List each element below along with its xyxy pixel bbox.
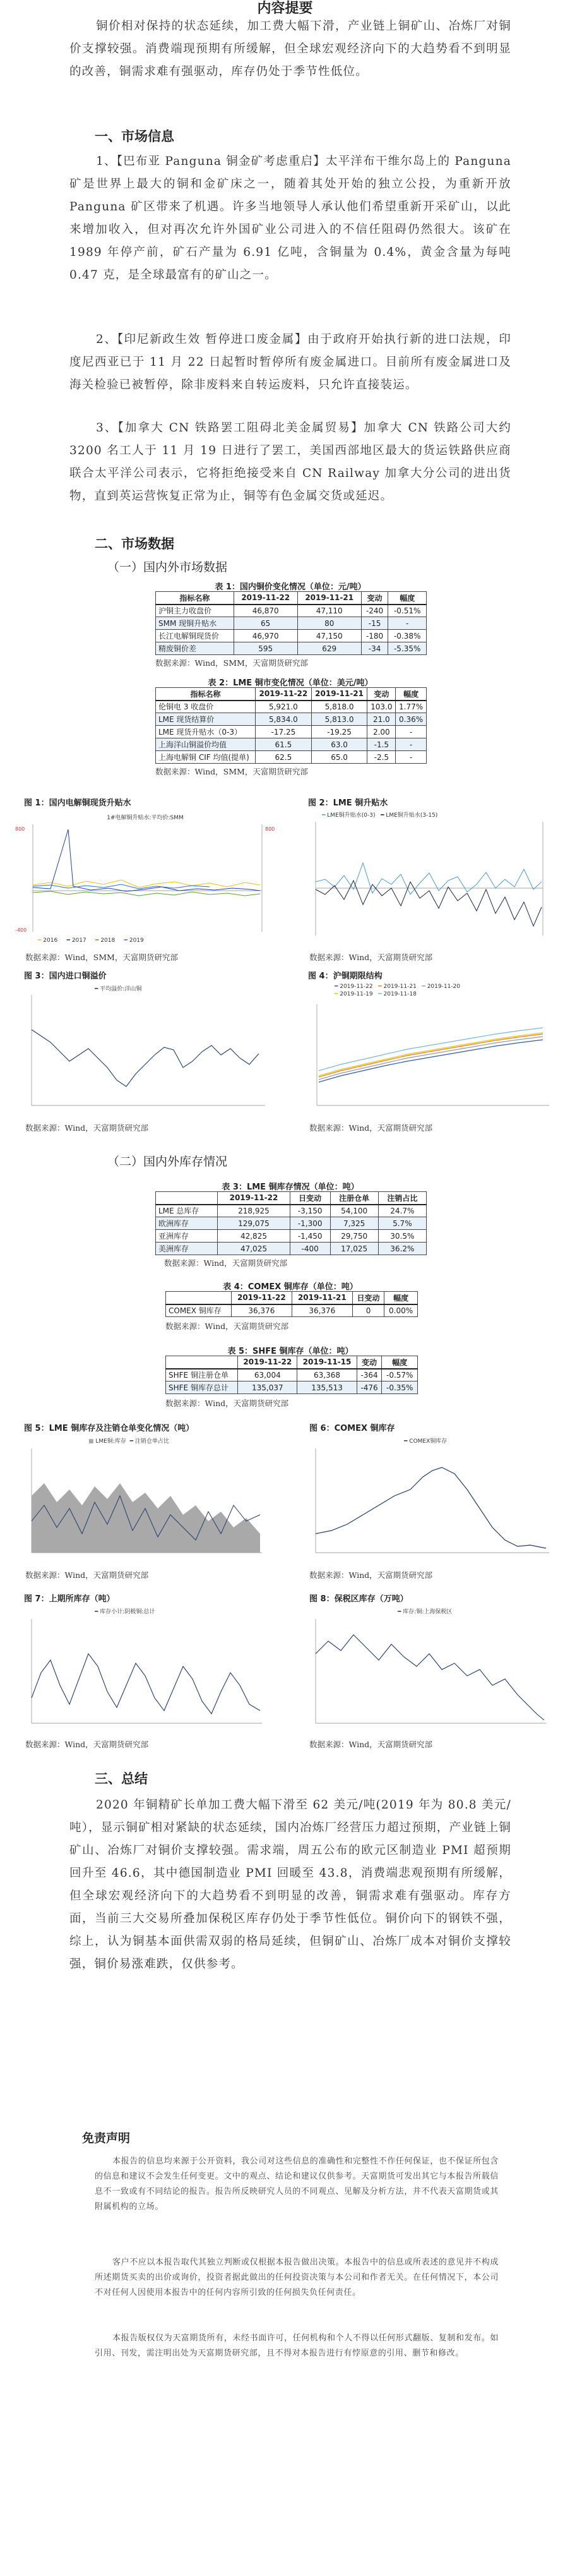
figure-5-legend: ■ LME铜:库存 ━ 注销仓单占比	[88, 1438, 169, 1445]
figure-7-chart	[13, 1616, 278, 1736]
table-cell: 精废铜价差	[156, 642, 234, 655]
table-cell: -364	[357, 1369, 382, 1381]
info-item-3-headline: 【加拿大 CN 铁路罢工阻碍北美金属贸易】	[117, 421, 364, 435]
table-row	[156, 726, 427, 738]
table-header-cell	[156, 1192, 218, 1205]
series-lme-3-15-line	[316, 881, 542, 926]
table-2-header-row	[156, 688, 427, 701]
table-row	[156, 630, 427, 642]
table-header-cell: 2019-11-21	[311, 688, 367, 701]
table-cell: 63.0	[311, 738, 367, 751]
svg-text:-400: -400	[15, 927, 27, 933]
table-row	[156, 1217, 427, 1230]
table-cell: SHFE 铜库存总计	[166, 1381, 238, 1394]
table-cell: 上海洋山铜溢价均值	[156, 738, 256, 751]
table-cell: 5,818.0	[311, 701, 367, 713]
table-cell: 29,750	[330, 1230, 378, 1243]
table-header-cell: 2019-11-22	[256, 688, 312, 701]
table-cell: -15	[361, 617, 388, 630]
table-cell: 1.77%	[396, 701, 427, 713]
table-cell: LME 总库存	[156, 1205, 218, 1217]
intro-paragraph: 铜价相对保持的状态延续，加工费大幅下滑，产业链上铜矿山、冶炼厂对铜价支撑较强。消费端现预期有所缓解，但全球宏观经济向下的大趋势看不到明显的改善，铜需求难有强驱动，库存仍处于季节性低位。	[69, 20, 511, 78]
table-cell: 5.7%	[378, 1217, 426, 1230]
series-2018-line	[33, 891, 260, 896]
legend-2018: 2018	[100, 937, 116, 944]
series-2017-line	[33, 829, 260, 891]
table-4-caption: 表 4：COMEX 铜库存（单位：吨）	[223, 1282, 358, 1292]
table-cell: 65.0	[311, 751, 367, 764]
disclaimer-title: 免责声明	[82, 2131, 131, 2145]
table-row	[156, 751, 427, 764]
table-header-cell: 指标名称	[156, 688, 256, 701]
figure-7-source: 数据来源：Wind，天富期货研究部	[25, 1740, 149, 1749]
table-cell: SMM 现铜升贴水	[156, 617, 234, 630]
table-header-cell: 幅度	[388, 592, 427, 605]
table-cell: 21.0	[367, 713, 396, 726]
figure-1-legend: ━ 2016 ━ 2017 ━ 2018 ━ 2019	[38, 937, 144, 944]
table-cell: COMEX 铜库存	[166, 1304, 232, 1317]
table-cell: -1.5	[367, 738, 396, 751]
table-row	[156, 1205, 427, 1217]
table-4	[165, 1291, 418, 1317]
table-cell: 36,376	[231, 1304, 292, 1317]
table-header-cell	[166, 1356, 238, 1369]
table-cell: 46,970	[234, 630, 297, 642]
table-cell: -0.38%	[388, 630, 427, 642]
table-1-caption: 表 1：国内铜价变化情况（单位：元/吨）	[215, 582, 366, 592]
table-header-cell: 注销占比	[378, 1192, 426, 1205]
table-cell: 63,368	[297, 1369, 357, 1381]
table-cell: -19.25	[311, 726, 367, 738]
table-cell: -400	[290, 1243, 330, 1255]
table-3-header-row	[156, 1192, 427, 1205]
table-1-source: 数据来源：Wind，SMM，天富期货研究部	[155, 658, 308, 668]
info-item-1-headline: 【巴布亚 Panguna 铜金矿考虑重启】	[116, 155, 326, 168]
figure-6-svg	[297, 1445, 562, 1565]
figure-1-source: 数据来源：Wind，SMM，天富期货研究部	[25, 953, 178, 962]
table-header-cell: 2019-11-22	[238, 1356, 297, 1369]
figure-5-caption: 图 5：LME 铜库存及注销仓单变化情况（吨）	[24, 1424, 194, 1433]
table-header-cell: 变动	[367, 688, 396, 701]
figure-2-legend: ━ LME铜升贴水(0-3) ━ LME铜升贴水(3-15)	[322, 812, 438, 819]
table-header-cell: 变动	[357, 1356, 382, 1369]
disclaimer-paragraph-3: 本报告版权仅为天富期货所有，未经书面许可，任何机构和个人不得以任何形式翻版、复制和发布。如引用、刊发，需注明出处为天富期货研究部，且不得对本报告进行有悖原意的引用、删节和修改。	[95, 2333, 499, 2358]
figure-4-svg	[297, 1001, 562, 1118]
legend-yangshan-premium: 平均溢价:洋山铜	[100, 986, 142, 992]
table-cell: 0.00%	[384, 1304, 418, 1317]
figure-6-caption: 图 6：COMEX 铜库存	[309, 1424, 395, 1433]
table-cell: 30.5%	[378, 1230, 426, 1243]
table-cell: 47,110	[297, 605, 361, 617]
table-cell: 欧洲库存	[156, 1217, 218, 1230]
table-1-header-row	[156, 592, 427, 605]
table-cell: -34	[361, 642, 388, 655]
figure-5-svg	[13, 1445, 278, 1565]
figure-7-legend: ━ 库存小计:阴极铜:总计	[95, 1609, 155, 1615]
legend-comex-inventory: COMEX铜库存	[409, 1438, 448, 1445]
disclaimer-paragraph-2: 客户不应以本报告取代其独立判断或仅根据本报告做出决策。本报告中的信息或所表述的意见并不构成所述期货买卖的出价或询价，投资者据此做出的任何投资决策与本公司和作者无关。在任何情况下，本公司不对任何人因使用本报告中的任何内容所引致的任何损失负任何责任。	[95, 2258, 499, 2297]
figure-5-source: 数据来源：Wind，天富期货研究部	[25, 1570, 149, 1580]
table-cell: 135,037	[238, 1381, 297, 1394]
table-2-source: 数据来源：Wind，SMM，天富期货研究部	[155, 767, 308, 776]
table-header-cell: 2019-11-15	[297, 1356, 357, 1369]
figure-3-source: 数据来源：Wind，天富期货研究部	[25, 1123, 149, 1133]
table-cell: -0.51%	[388, 605, 427, 617]
info-item-2	[69, 328, 511, 397]
table-cell: 美洲库存	[156, 1243, 218, 1255]
table-3	[155, 1191, 427, 1255]
table-3-source: 数据来源：Wind，天富期货研究部	[164, 1258, 288, 1268]
figure-3-legend: ━ 平均溢价:洋山铜	[95, 986, 142, 992]
info-item-2-number: 2、	[96, 333, 117, 346]
legend-cancelled-warrants: 注销仓单占比	[134, 1438, 169, 1445]
table-row	[156, 713, 427, 726]
table-row	[156, 738, 427, 751]
table-4-source: 数据来源：Wind，天富期货研究部	[165, 1321, 289, 1331]
table-2-caption: 表 2：LME 铜市变化情况（单位：美元/吨）	[208, 678, 373, 688]
info-item-3-body: 加拿大 CN 铁路公司大约 3200 名工人于 11 月 19 日进行了罢工，美国西部地区最大的货运铁路供应商联合太平洋公司表示，它将拒绝接受来自 CN Railway 加拿大分公司的进出货物，直到英运营恢复正常为止，铜等有色金属交货或延迟。	[69, 421, 511, 503]
series-lme-inventory-area	[32, 1483, 260, 1553]
table-cell: LME 现货升贴水（0-3）	[156, 726, 256, 738]
subsection-market-data: （一）国内外市场数据	[107, 560, 228, 574]
figure-2-source: 数据来源：Wind，天富期货研究部	[309, 953, 433, 962]
table-cell: -	[396, 726, 427, 738]
table-cell: 5,921.0	[256, 701, 312, 713]
table-4-header-row	[166, 1292, 418, 1304]
section-market-data-heading: 二、市场数据	[95, 536, 174, 551]
legend-2019-11-19: 2019-11-19	[340, 991, 373, 997]
table-header-cell: 2019-11-21	[292, 1292, 352, 1304]
table-cell: 54,100	[330, 1205, 378, 1217]
table-row	[156, 605, 427, 617]
series-2019-line	[33, 884, 210, 889]
figure-8-legend: ━ 库存:铜:上海保税区	[398, 1609, 453, 1615]
page-title: 内容提要	[257, 1, 313, 16]
table-cell: -240	[361, 605, 388, 617]
info-item-1-number: 1、	[96, 155, 117, 168]
section-summary-heading: 三、总结	[95, 1771, 148, 1786]
table-row	[156, 1243, 427, 1255]
table-cell: -180	[361, 630, 388, 642]
figure-4-source: 数据来源：Wind，天富期货研究部	[309, 1123, 433, 1133]
table-cell: -1,450	[290, 1230, 330, 1243]
table-cell: 218,925	[218, 1205, 290, 1217]
legend-shfe-inventory: 库存小计:阴极铜:总计	[100, 1609, 155, 1615]
figure-4-chart	[297, 1001, 562, 1118]
series-shfe-inventory-line	[32, 1654, 260, 1714]
svg-text:800: 800	[15, 826, 25, 832]
table-cell: 65	[234, 617, 297, 630]
info-item-1	[69, 150, 511, 287]
table-cell: -2.5	[367, 751, 396, 764]
table-header-cell: 幅度	[382, 1356, 418, 1369]
table-cell: -0.35%	[382, 1381, 418, 1394]
series-yangshan-premium-line	[32, 1030, 259, 1086]
table-header-cell: 指标名称	[156, 592, 234, 605]
svg-text:800: 800	[265, 826, 275, 832]
table-cell: 36.2%	[378, 1243, 426, 1255]
table-cell: 47,150	[297, 630, 361, 642]
figure-8-chart	[297, 1616, 562, 1736]
table-header-cell: 2019-11-22	[231, 1292, 292, 1304]
legend-lme-0-3: LME铜升贴水(0-3)	[327, 812, 376, 819]
figure-1-chart	[13, 812, 278, 951]
table-cell: 亚洲库存	[156, 1230, 218, 1243]
table-cell: 沪铜主力收盘价	[156, 605, 234, 617]
figure-6-source: 数据来源：Wind，天富期货研究部	[309, 1570, 433, 1580]
table-cell: 595	[234, 642, 297, 655]
figure-2-svg	[297, 819, 562, 951]
info-item-3-number: 3、	[96, 421, 118, 435]
table-cell: -0.57%	[382, 1369, 418, 1381]
table-3-caption: 表 3：LME 铜库存情况（单位：吨）	[222, 1183, 359, 1192]
legend-2019-11-20: 2019-11-20	[427, 984, 461, 990]
table-cell: 7,325	[330, 1217, 378, 1230]
figure-2-caption: 图 2：LME 铜升贴水	[308, 798, 388, 808]
series-bonded-inventory-line	[316, 1635, 544, 1720]
figure-7-caption: 图 7：上期所库存（吨）	[24, 1594, 115, 1604]
legend-2019: 2019	[129, 937, 144, 944]
legend-2019-11-18: 2019-11-18	[383, 991, 417, 997]
table-cell: LME 现货结算价	[156, 713, 256, 726]
subsection-inventory: （二）国内外库存情况	[107, 1155, 228, 1169]
table-cell: -5.35%	[388, 642, 427, 655]
table-cell: 长江电解铜现货价	[156, 630, 234, 642]
table-row	[156, 1230, 427, 1243]
series-2016-line	[33, 880, 260, 888]
table-cell: SHFE 铜注册仓单	[166, 1369, 238, 1381]
figure-3-svg	[13, 992, 278, 1118]
table-header-cell: 注册仓单	[330, 1192, 378, 1205]
table-cell: 135,513	[297, 1381, 357, 1394]
table-header-cell: 幅度	[384, 1292, 418, 1304]
figure-3-caption: 图 3：国内进口铜溢价	[24, 972, 107, 981]
info-item-2-body: 由于政府开始执行新的进口法规，印度尼西亚已于 11 月 22 日起暂时暂停所有废金属进口。目前所有废金属进口及海关检验已被暂停，除非废料来自转运废料，只允许直接装运。	[69, 333, 511, 392]
table-row	[156, 617, 427, 630]
table-cell: 36,376	[292, 1304, 352, 1317]
series-comex-inventory-line	[316, 1467, 546, 1548]
table-row	[166, 1304, 418, 1317]
table-cell: 46,870	[234, 605, 297, 617]
legend-bonded-inventory: 库存:铜:上海保税区	[403, 1609, 453, 1615]
table-cell: 2.00	[367, 726, 396, 738]
figure-1-title: 1#电解铜升贴水:平均价:SMM	[107, 815, 184, 821]
table-cell: -476	[357, 1381, 382, 1394]
summary-paragraph: 2020 年铜精矿长单加工费大幅下滑至 62 美元/吨(2019 年为 80.8 美元/吨），显示铜矿相对紧缺的状态延续，国内冶炼厂经营压力超过预期，产业链上铜矿山、冶炼厂对铜价支撑较强。需求端，周五公布的欧元区制造业 PMI 超预期回升至 46.6，其中德国制造业 PMI 回暖至 43.8，消费端悲观预期有所缓解，但全球宏观经济向下的大趋势看不到明显的改善，铜需求难有强驱动。库存方面，当前三大交易所叠加保税区库存仍处于季节性低位。铜价向下的钢铁不强，综上，认为铜基本面供需双弱的格局延续，但铜矿山、冶炼厂成本对铜价支撑较强，铜价易涨难跌，仅供参考。	[69, 1798, 511, 1971]
table-cell: 80	[297, 617, 361, 630]
figure-1-caption: 图 1：国内电解铜现货升贴水	[24, 798, 131, 808]
table-header-cell: 2019-11-22	[218, 1192, 290, 1205]
table-5	[165, 1356, 418, 1394]
table-5-header-row	[166, 1356, 418, 1369]
table-cell: 103.0	[367, 701, 396, 713]
table-cell: 17,025	[330, 1243, 378, 1255]
figure-3-chart	[13, 992, 278, 1118]
table-cell: 0.36%	[396, 713, 427, 726]
legend-2019-11-22: 2019-11-22	[340, 984, 373, 990]
table-cell: -3,150	[290, 1205, 330, 1217]
table-cell: 上海电解铜 CIF 均值(提单)	[156, 751, 256, 764]
table-cell: -1,300	[290, 1217, 330, 1230]
section-market-info-heading: 一、市场信息	[95, 129, 174, 144]
figure-6-legend: ━ COMEX铜库存	[404, 1438, 448, 1445]
table-header-cell: 2019-11-21	[297, 592, 361, 605]
table-row	[166, 1369, 418, 1381]
figure-7-svg	[13, 1616, 278, 1736]
series-2019-11-22-line	[319, 1040, 543, 1082]
table-cell: 61.5	[256, 738, 312, 751]
table-row	[166, 1381, 418, 1394]
legend-2019-11-21: 2019-11-21	[383, 984, 417, 990]
legend-2017: 2017	[71, 937, 86, 944]
table-cell: 63,004	[238, 1369, 297, 1381]
table-1	[155, 591, 427, 655]
legend-2016: 2016	[43, 937, 58, 944]
info-item-1-body: 太平洋布干维尔岛上的 Panguna 矿是世界上最大的铜和金矿床之一，随着其处开始的独立公投，为重新开放 Panguna 矿区带来了机遇。许多当地领导人承认他们希望重新开采矿山，以此来增加收入，但对再次允许外国矿业公司进入的不信任阻碍仍然很大。该矿在 1989 年停产前，矿石产量为 6.91 亿吨，含铜量为 0.4%，黄金含量为每吨 0.47 克，是全球最富有的矿山之一。	[69, 155, 512, 282]
table-cell: 伦铜电 3 收盘价	[156, 701, 256, 713]
table-cell: 62.5	[256, 751, 312, 764]
table-cell: -17.25	[256, 726, 312, 738]
table-cell: -	[396, 751, 427, 764]
table-header-cell: 日变动	[290, 1192, 330, 1205]
table-cell: 0	[352, 1304, 384, 1317]
table-cell: 5,834.0	[256, 713, 312, 726]
figure-2-chart	[297, 819, 562, 951]
info-item-2-headline: 【印尼新政生效 暂停进口废金属】	[117, 333, 308, 346]
figure-8-source: 数据来源：Wind，天富期货研究部	[309, 1740, 433, 1749]
series-2019-11-18-line	[319, 1028, 543, 1071]
table-header-cell: 变动	[361, 592, 388, 605]
table-row	[156, 701, 427, 713]
table-cell: 42,825	[218, 1230, 290, 1243]
table-5-caption: 表 5：SHFE 铜库存（单位：吨）	[227, 1347, 353, 1356]
table-row	[156, 642, 427, 655]
table-2	[155, 687, 427, 764]
figure-5-chart	[13, 1445, 278, 1565]
series-lme-0-3-line	[316, 863, 542, 894]
table-cell: 629	[297, 642, 361, 655]
figure-6-chart	[297, 1445, 562, 1565]
table-header-cell: 幅度	[396, 688, 427, 701]
figure-4-caption: 图 4：沪铜期限结构	[308, 972, 383, 981]
figure-8-caption: 图 8：保税区库存（万吨）	[309, 1594, 408, 1604]
figure-1-svg	[13, 812, 278, 951]
table-5-source: 数据来源：Wind，天富期货研究部	[165, 1399, 289, 1408]
figure-4-legend: ━ 2019-11-22 ━ 2019-11-21 ━ 2019-11-20 ━ 2019-11-19 ━ 2019-11-18	[335, 984, 461, 997]
table-header-cell	[166, 1292, 232, 1304]
table-cell: 5,813.0	[311, 713, 367, 726]
table-header-cell: 2019-11-22	[234, 592, 297, 605]
table-cell: -	[388, 617, 427, 630]
table-header-cell: 日变动	[352, 1292, 384, 1304]
table-cell: 24.7%	[378, 1205, 426, 1217]
table-cell: 129,075	[218, 1217, 290, 1230]
table-cell: -	[396, 738, 427, 751]
legend-lme-inventory: LME铜:库存	[95, 1438, 126, 1445]
table-cell: 47,025	[218, 1243, 290, 1255]
figure-8-svg	[297, 1616, 562, 1736]
legend-lme-3-15: LME铜升贴水(3-15)	[386, 812, 438, 819]
disclaimer-paragraph-1: 本报告的信息均来源于公开资料，我公司对这些信息的准确性和完整性不作任何保证，也不保证所包含的信息和建议不会发生任何变更。文中的观点、结论和建议仅供参考。天富期货可发出其它与本报告所载信息不一致或有不同结论的报告。报告所反映研究人员的不同观点、见解及分析方法，并不代表天富期货或其附属机构的立场。	[95, 2157, 499, 2212]
info-item-3	[69, 417, 511, 508]
